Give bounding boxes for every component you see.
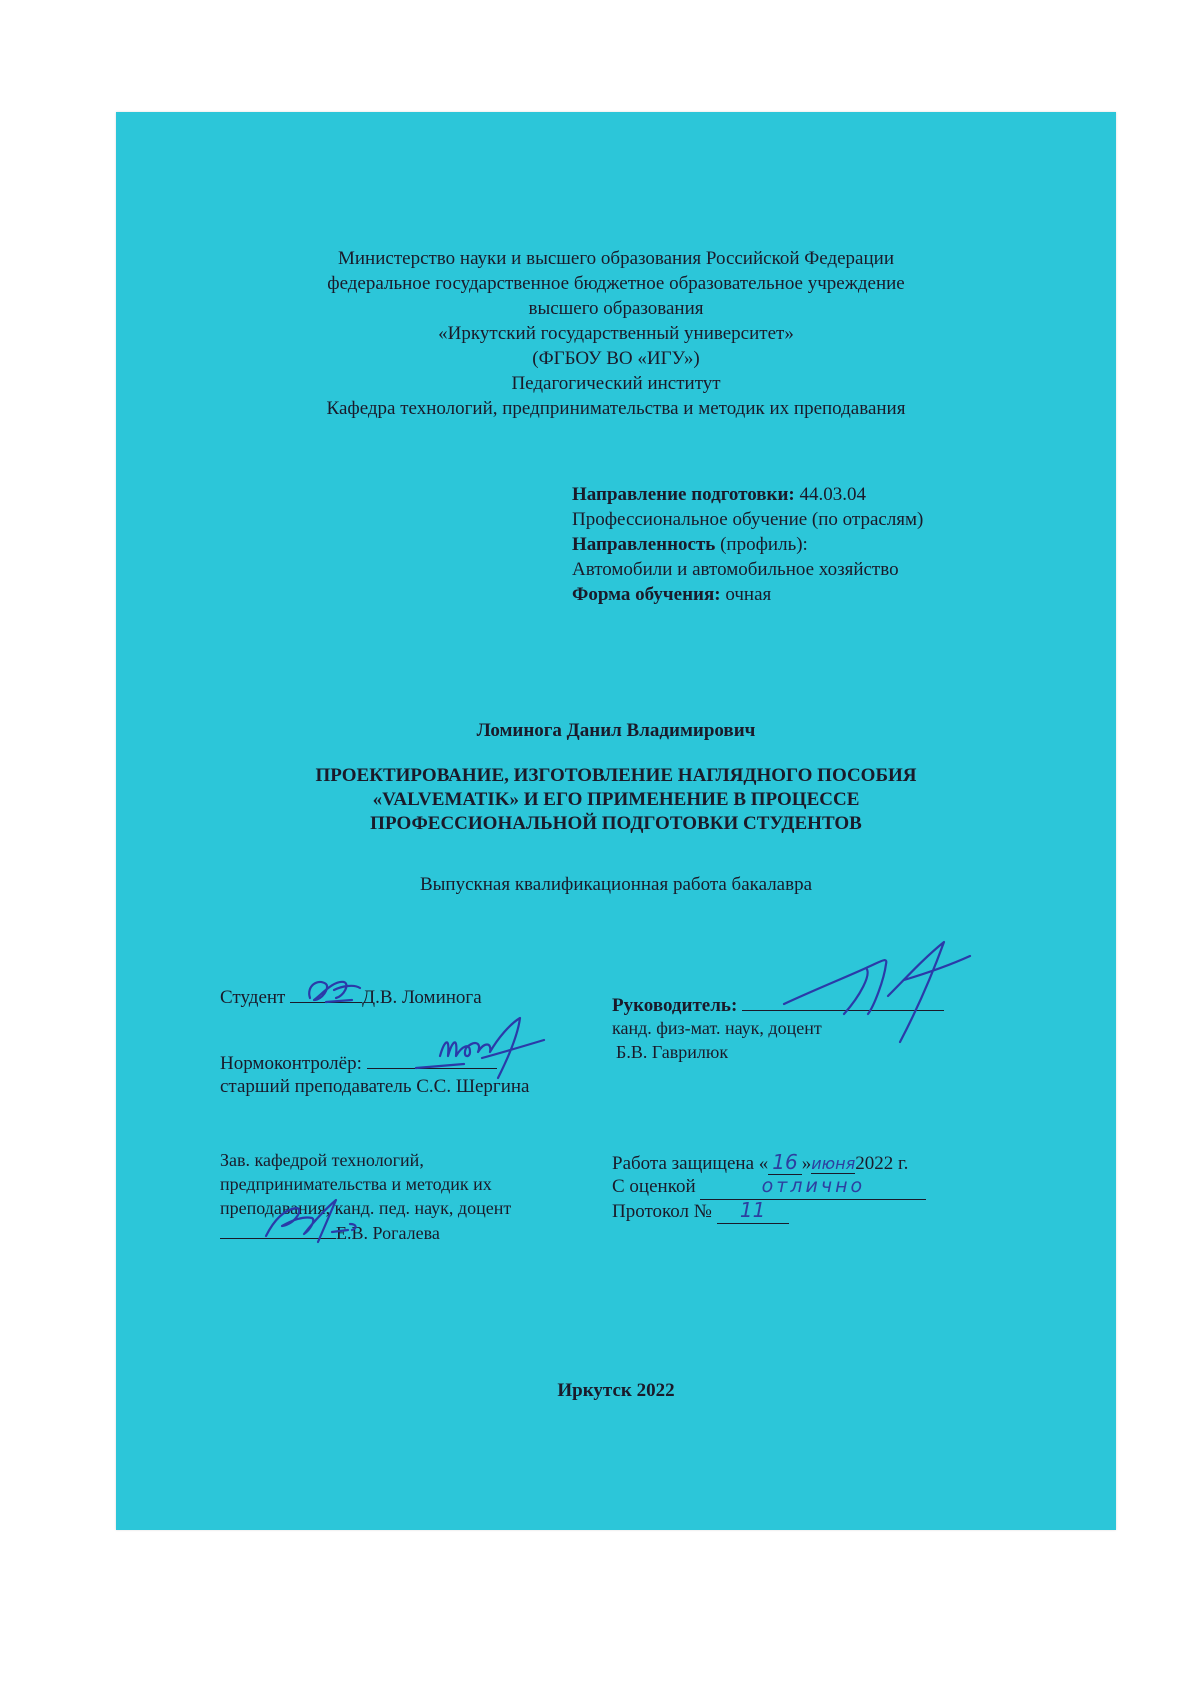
- direction-line: [572, 482, 1092, 507]
- profile-value: Автомобили и автомобильное хозяйство: [572, 559, 899, 580]
- defense-month: июня: [811, 1154, 856, 1173]
- head-line-1: Зав. кафедрой технологий,: [220, 1150, 424, 1170]
- ministry-line: Министерство науки и высшего образования Российской Федерации: [338, 248, 894, 269]
- defense-year: 2022 г.: [855, 1153, 909, 1174]
- grade-value: отлично: [700, 1174, 926, 1200]
- student-signature: [304, 974, 364, 1008]
- head-name: Е.В. Рогалева: [336, 1223, 440, 1243]
- education-level-line: высшего образования: [528, 298, 704, 319]
- institute-name: Педагогический институт: [511, 373, 721, 394]
- direction-code: 44.03.04: [794, 484, 866, 505]
- direction-label: Направление подготовки:: [572, 484, 795, 505]
- head-line-2: предпринимательства и методик их: [220, 1174, 492, 1194]
- title-line-3: ПРОФЕССИОНАЛЬНОЙ ПОДГОТОВКИ СТУДЕНТОВ: [370, 813, 862, 834]
- work-type: Выпускная квалификационная работа бакалавра: [419, 874, 813, 895]
- title-line-2: «VALVEMATIK» И ЕГО ПРИМЕНЕНИЕ В ПРОЦЕССЕ: [372, 789, 860, 810]
- grade-label: С оценкой: [612, 1176, 696, 1197]
- university-name: «Иркутский государственный университет»: [438, 323, 794, 344]
- supervisor-signature: [784, 934, 974, 1054]
- profile-suffix: (профиль):: [715, 534, 808, 555]
- grade-line: [612, 1174, 926, 1200]
- normcontroller-signature: [412, 1012, 552, 1082]
- supervisor-degree: канд. физ-мат. наук, доцент: [612, 1018, 822, 1038]
- cover-page: [116, 112, 1116, 1530]
- protocol-line: [612, 1198, 789, 1224]
- defense-date-line: [612, 1150, 908, 1176]
- normcontroller-position: старший преподаватель С.С. Шергина: [220, 1076, 530, 1097]
- title-line-1: ПРОЕКТИРОВАНИЕ, ИЗГОТОВЛЕНИЕ НАГЛЯДНОГО ПОСОБИЯ: [315, 765, 917, 786]
- student-name: Д.В. Ломинога: [362, 987, 482, 1008]
- direction-name: Профессиональное обучение (по отраслям): [572, 509, 924, 530]
- study-form-line: [572, 582, 1092, 607]
- city-year: Иркутск 2022: [557, 1380, 675, 1401]
- thesis-title: [116, 764, 1116, 836]
- defense-day: 16: [768, 1150, 801, 1175]
- supervisor-label: Руководитель:: [612, 995, 738, 1016]
- head-signature: [252, 1190, 362, 1246]
- defense-prefix: Работа защищена «: [612, 1153, 769, 1174]
- profile-line: [572, 532, 1092, 557]
- author-name: Ломинога Данил Владимирович: [476, 720, 756, 741]
- study-form-label: Форма обучения:: [572, 584, 721, 605]
- protocol-label: Протокол №: [612, 1201, 712, 1222]
- university-abbreviation: (ФГБОУ ВО «ИГУ»): [532, 348, 700, 369]
- profile-label: Направленность: [572, 534, 716, 555]
- department-name: Кафедра технологий, предпринимательства и методик их преподавания: [326, 398, 906, 419]
- program-info: [572, 482, 1092, 607]
- protocol-number: 11: [717, 1198, 789, 1224]
- student-label: Студент: [220, 987, 286, 1008]
- defense-mid: »: [801, 1153, 812, 1174]
- institution-header: [116, 246, 1116, 421]
- supervisor-name: Б.В. Гаврилюк: [616, 1042, 729, 1062]
- study-form-value: очная: [720, 584, 772, 605]
- head-line-3: преподавания, канд. пед. наук, доцент: [220, 1198, 512, 1218]
- institution-type-line: федеральное государственное бюджетное образовательное учреждение: [327, 273, 905, 294]
- normcontroller-label: Нормоконтролёр:: [220, 1053, 362, 1074]
